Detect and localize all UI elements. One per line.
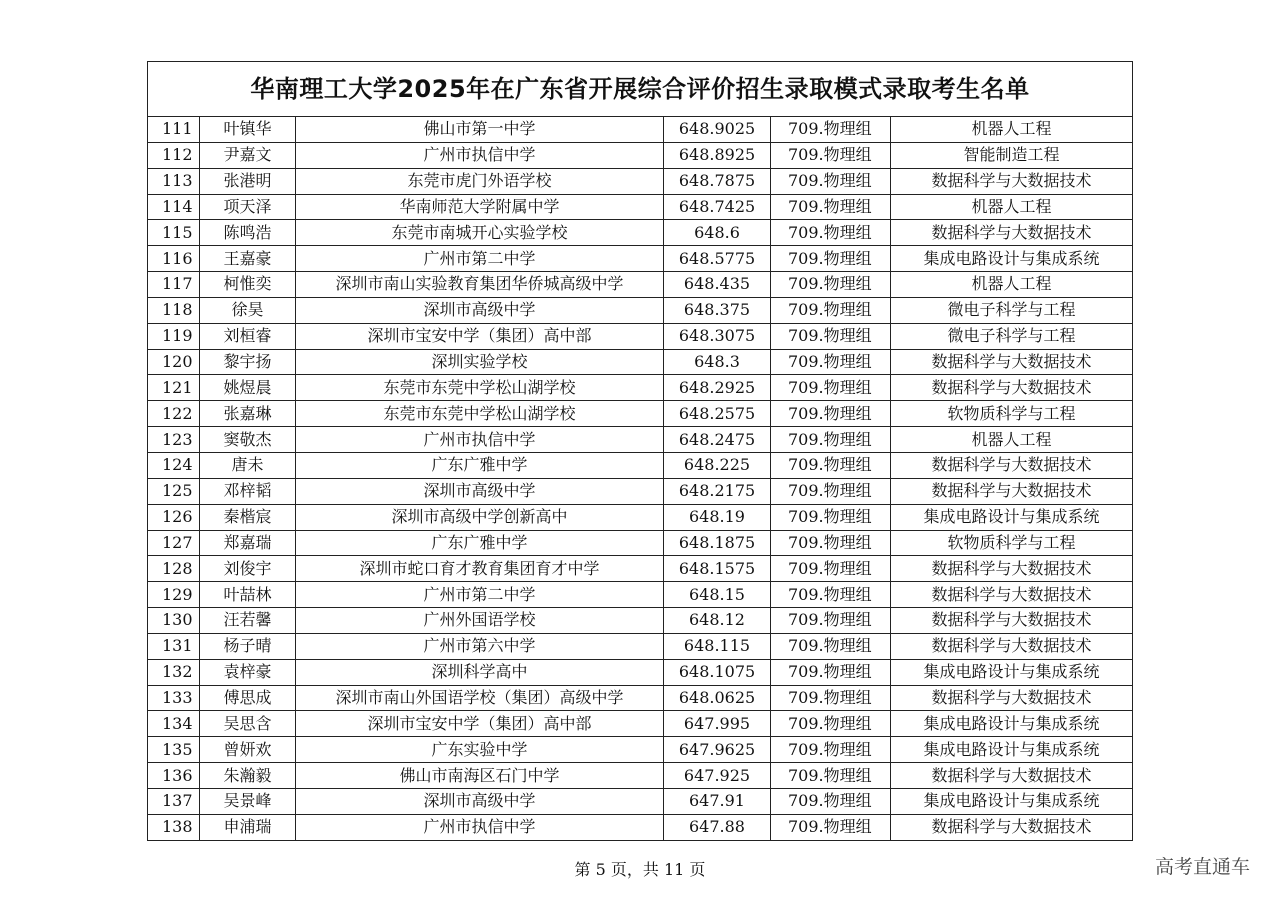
table-row	[148, 582, 1133, 608]
row-number: 124	[148, 452, 200, 478]
student-name: 张嘉琳	[200, 401, 296, 427]
score-value: 647.925	[664, 763, 771, 789]
row-number: 137	[148, 788, 200, 814]
major-name: 数据科学与大数据技术	[891, 556, 1133, 582]
school-name: 东莞市东莞中学松山湖学校	[296, 401, 664, 427]
major-name: 软物质科学与工程	[891, 530, 1133, 556]
row-number: 132	[148, 659, 200, 685]
major-name: 数据科学与大数据技术	[891, 582, 1133, 608]
school-name: 东莞市虎门外语学校	[296, 168, 664, 194]
school-name: 深圳市宝安中学（集团）高中部	[296, 711, 664, 737]
major-name: 数据科学与大数据技术	[891, 478, 1133, 504]
score-value: 648.7875	[664, 168, 771, 194]
school-name: 深圳市南山外国语学校（集团）高级中学	[296, 685, 664, 711]
table-row	[148, 117, 1133, 143]
table-row	[148, 685, 1133, 711]
school-name: 东莞市南城开心实验学校	[296, 220, 664, 246]
student-name: 叶镇华	[200, 117, 296, 143]
student-name: 邓梓韬	[200, 478, 296, 504]
student-name: 吴景峰	[200, 788, 296, 814]
student-name: 尹嘉文	[200, 142, 296, 168]
school-name: 广州市第二中学	[296, 246, 664, 272]
row-number: 129	[148, 582, 200, 608]
student-name: 吴思含	[200, 711, 296, 737]
subject-group: 709.物理组	[771, 220, 891, 246]
student-name: 秦楷宸	[200, 504, 296, 530]
school-name: 深圳市高级中学	[296, 297, 664, 323]
subject-group: 709.物理组	[771, 323, 891, 349]
major-name: 软物质科学与工程	[891, 401, 1133, 427]
major-name: 智能制造工程	[891, 142, 1133, 168]
score-value: 648.1875	[664, 530, 771, 556]
school-name: 广州市执信中学	[296, 427, 664, 453]
table-row	[148, 375, 1133, 401]
major-name: 机器人工程	[891, 272, 1133, 298]
subject-group: 709.物理组	[771, 401, 891, 427]
major-name: 数据科学与大数据技术	[891, 685, 1133, 711]
student-name: 张港明	[200, 168, 296, 194]
major-name: 集成电路设计与集成系统	[891, 504, 1133, 530]
school-name: 东莞市东莞中学松山湖学校	[296, 375, 664, 401]
score-value: 648.3	[664, 349, 771, 375]
score-value: 648.12	[664, 608, 771, 634]
subject-group: 709.物理组	[771, 737, 891, 763]
score-value: 647.91	[664, 788, 771, 814]
major-name: 数据科学与大数据技术	[891, 452, 1133, 478]
major-name: 集成电路设计与集成系统	[891, 246, 1133, 272]
table-row	[148, 452, 1133, 478]
row-number: 138	[148, 814, 200, 840]
student-name: 杨子晴	[200, 633, 296, 659]
subject-group: 709.物理组	[771, 504, 891, 530]
school-name: 深圳科学高中	[296, 659, 664, 685]
student-name: 叶喆林	[200, 582, 296, 608]
table-row	[148, 427, 1133, 453]
school-name: 深圳市蛇口育才教育集团育才中学	[296, 556, 664, 582]
score-value: 648.2175	[664, 478, 771, 504]
school-name: 广州市第二中学	[296, 582, 664, 608]
table-row	[148, 349, 1133, 375]
school-name: 广州外国语学校	[296, 608, 664, 634]
student-name: 柯惟奕	[200, 272, 296, 298]
major-name: 数据科学与大数据技术	[891, 608, 1133, 634]
row-number: 125	[148, 478, 200, 504]
row-number: 111	[148, 117, 200, 143]
row-number: 135	[148, 737, 200, 763]
subject-group: 709.物理组	[771, 297, 891, 323]
school-name: 佛山市第一中学	[296, 117, 664, 143]
row-number: 114	[148, 194, 200, 220]
table-row	[148, 530, 1133, 556]
school-name: 深圳市宝安中学（集团）高中部	[296, 323, 664, 349]
student-name: 郑嘉瑞	[200, 530, 296, 556]
subject-group: 709.物理组	[771, 142, 891, 168]
table-row	[148, 814, 1133, 840]
subject-group: 709.物理组	[771, 168, 891, 194]
table-row	[148, 246, 1133, 272]
subject-group: 709.物理组	[771, 633, 891, 659]
major-name: 数据科学与大数据技术	[891, 375, 1133, 401]
subject-group: 709.物理组	[771, 427, 891, 453]
school-name: 广东实验中学	[296, 737, 664, 763]
score-value: 648.1575	[664, 556, 771, 582]
score-value: 648.6	[664, 220, 771, 246]
row-number: 117	[148, 272, 200, 298]
table-row	[148, 763, 1133, 789]
school-name: 深圳市高级中学创新高中	[296, 504, 664, 530]
subject-group: 709.物理组	[771, 246, 891, 272]
student-name: 徐昊	[200, 297, 296, 323]
table-row	[148, 788, 1133, 814]
score-value: 648.375	[664, 297, 771, 323]
document-title: 华南理工大学2025年在广东省开展综合评价招生录取模式录取考生名单	[148, 62, 1133, 117]
major-name: 集成电路设计与集成系统	[891, 737, 1133, 763]
student-name: 汪若馨	[200, 608, 296, 634]
subject-group: 709.物理组	[771, 659, 891, 685]
row-number: 131	[148, 633, 200, 659]
student-name: 曾妍欢	[200, 737, 296, 763]
row-number: 133	[148, 685, 200, 711]
student-name: 黎宇扬	[200, 349, 296, 375]
major-name: 机器人工程	[891, 194, 1133, 220]
major-name: 微电子科学与工程	[891, 323, 1133, 349]
student-name: 袁梓豪	[200, 659, 296, 685]
student-name: 项天泽	[200, 194, 296, 220]
table-row	[148, 633, 1133, 659]
row-number: 127	[148, 530, 200, 556]
school-name: 广州市第六中学	[296, 633, 664, 659]
major-name: 数据科学与大数据技术	[891, 168, 1133, 194]
row-number: 113	[148, 168, 200, 194]
student-name: 申浦瑞	[200, 814, 296, 840]
row-number: 112	[148, 142, 200, 168]
school-name: 广东广雅中学	[296, 530, 664, 556]
table-row	[148, 220, 1133, 246]
subject-group: 709.物理组	[771, 711, 891, 737]
student-name: 窦敬杰	[200, 427, 296, 453]
subject-group: 709.物理组	[771, 478, 891, 504]
subject-group: 709.物理组	[771, 375, 891, 401]
subject-group: 709.物理组	[771, 556, 891, 582]
major-name: 微电子科学与工程	[891, 297, 1133, 323]
school-name: 华南师范大学附属中学	[296, 194, 664, 220]
table-row	[148, 556, 1133, 582]
school-name: 广州市执信中学	[296, 142, 664, 168]
table-row	[148, 608, 1133, 634]
score-value: 647.88	[664, 814, 771, 840]
table-row	[148, 323, 1133, 349]
score-value: 648.225	[664, 452, 771, 478]
row-number: 121	[148, 375, 200, 401]
table-row	[148, 401, 1133, 427]
table-row	[148, 194, 1133, 220]
row-number: 122	[148, 401, 200, 427]
major-name: 机器人工程	[891, 117, 1133, 143]
major-name: 集成电路设计与集成系统	[891, 659, 1133, 685]
score-value: 647.9625	[664, 737, 771, 763]
score-value: 648.2475	[664, 427, 771, 453]
score-value: 648.15	[664, 582, 771, 608]
subject-group: 709.物理组	[771, 117, 891, 143]
score-value: 648.2575	[664, 401, 771, 427]
subject-group: 709.物理组	[771, 452, 891, 478]
row-number: 115	[148, 220, 200, 246]
score-value: 647.995	[664, 711, 771, 737]
score-value: 648.2925	[664, 375, 771, 401]
major-name: 数据科学与大数据技术	[891, 814, 1133, 840]
subject-group: 709.物理组	[771, 608, 891, 634]
row-number: 134	[148, 711, 200, 737]
row-number: 120	[148, 349, 200, 375]
table-row	[148, 272, 1133, 298]
table-row	[148, 737, 1133, 763]
student-name: 傅思成	[200, 685, 296, 711]
score-value: 648.0625	[664, 685, 771, 711]
row-number: 126	[148, 504, 200, 530]
major-name: 数据科学与大数据技术	[891, 349, 1133, 375]
subject-group: 709.物理组	[771, 349, 891, 375]
score-value: 648.9025	[664, 117, 771, 143]
subject-group: 709.物理组	[771, 194, 891, 220]
student-name: 刘俊宇	[200, 556, 296, 582]
major-name: 机器人工程	[891, 427, 1133, 453]
table-row	[148, 659, 1133, 685]
table-row	[148, 297, 1133, 323]
school-name: 广东广雅中学	[296, 452, 664, 478]
table-row	[148, 711, 1133, 737]
admission-list-table	[147, 61, 1133, 841]
major-name: 集成电路设计与集成系统	[891, 788, 1133, 814]
student-name: 唐未	[200, 452, 296, 478]
page-number: 第 5 页，共 11 页	[574, 860, 706, 879]
title-row	[148, 62, 1133, 117]
subject-group: 709.物理组	[771, 582, 891, 608]
row-number: 116	[148, 246, 200, 272]
score-value: 648.1075	[664, 659, 771, 685]
subject-group: 709.物理组	[771, 530, 891, 556]
subject-group: 709.物理组	[771, 685, 891, 711]
major-name: 数据科学与大数据技术	[891, 633, 1133, 659]
major-name: 数据科学与大数据技术	[891, 220, 1133, 246]
student-name: 朱瀚毅	[200, 763, 296, 789]
score-value: 648.7425	[664, 194, 771, 220]
school-name: 深圳实验学校	[296, 349, 664, 375]
row-number: 128	[148, 556, 200, 582]
row-number: 136	[148, 763, 200, 789]
table-row	[148, 478, 1133, 504]
subject-group: 709.物理组	[771, 788, 891, 814]
student-name: 刘桓睿	[200, 323, 296, 349]
score-value: 648.8925	[664, 142, 771, 168]
table-body	[148, 62, 1133, 841]
score-value: 648.115	[664, 633, 771, 659]
school-name: 深圳市高级中学	[296, 788, 664, 814]
school-name: 深圳市高级中学	[296, 478, 664, 504]
subject-group: 709.物理组	[771, 763, 891, 789]
student-name: 王嘉豪	[200, 246, 296, 272]
major-name: 集成电路设计与集成系统	[891, 711, 1133, 737]
subject-group: 709.物理组	[771, 272, 891, 298]
table-row	[148, 504, 1133, 530]
table-row	[148, 168, 1133, 194]
row-number: 119	[148, 323, 200, 349]
student-name: 陈鸣浩	[200, 220, 296, 246]
subject-group: 709.物理组	[771, 814, 891, 840]
score-value: 648.435	[664, 272, 771, 298]
school-name: 佛山市南海区石门中学	[296, 763, 664, 789]
major-name: 数据科学与大数据技术	[891, 763, 1133, 789]
student-name: 姚煜晨	[200, 375, 296, 401]
table-row	[148, 142, 1133, 168]
row-number: 123	[148, 427, 200, 453]
score-value: 648.3075	[664, 323, 771, 349]
watermark-text: 高考直通车	[1154, 856, 1250, 878]
score-value: 648.5775	[664, 246, 771, 272]
row-number: 130	[148, 608, 200, 634]
score-value: 648.19	[664, 504, 771, 530]
row-number: 118	[148, 297, 200, 323]
school-name: 深圳市南山实验教育集团华侨城高级中学	[296, 272, 664, 298]
school-name: 广州市执信中学	[296, 814, 664, 840]
